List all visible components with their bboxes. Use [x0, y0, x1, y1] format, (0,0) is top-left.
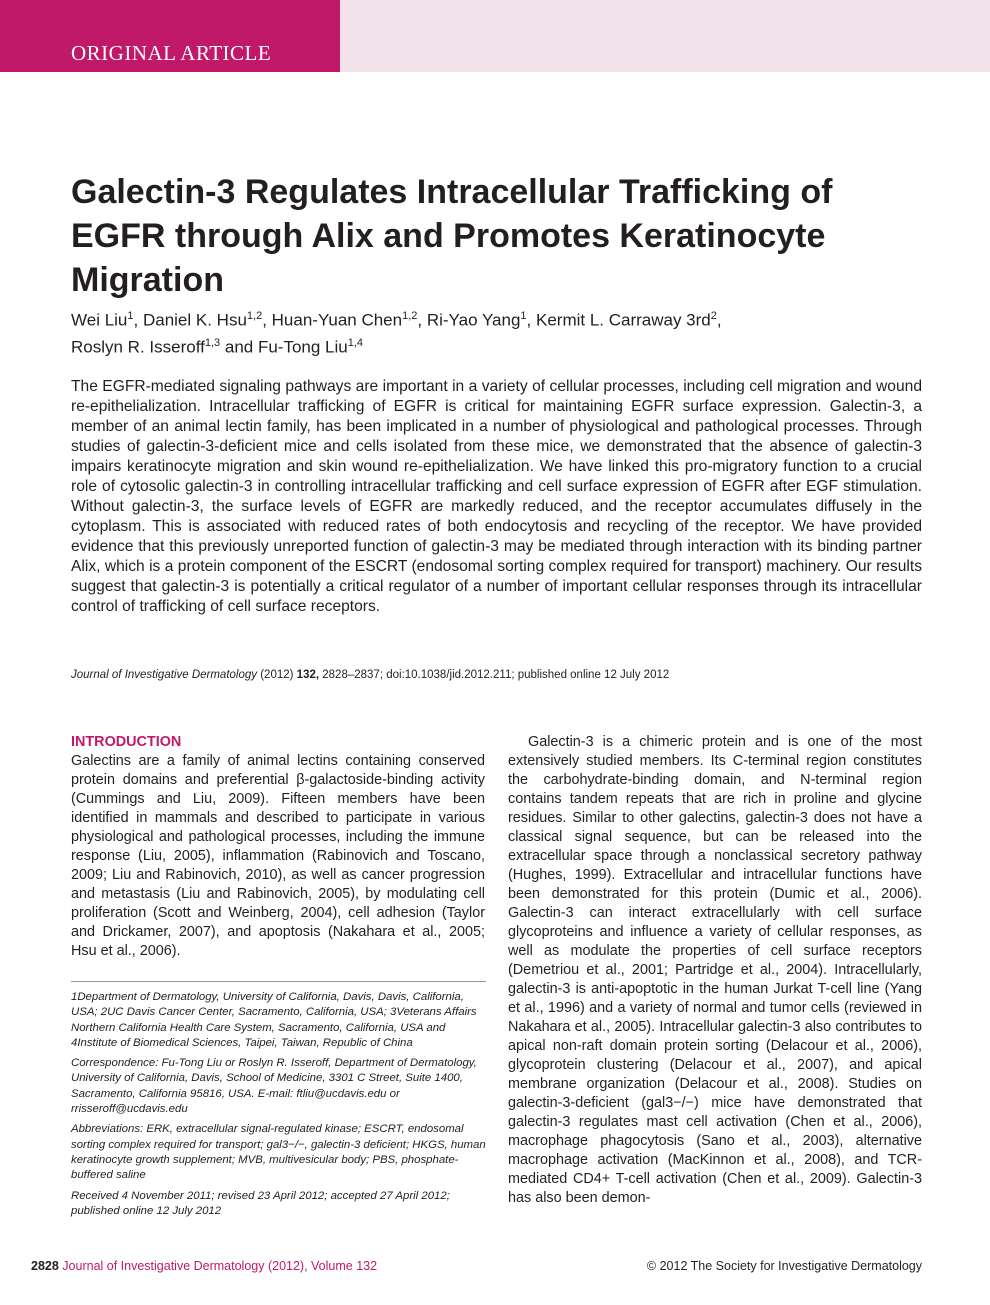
footer-journal: Journal of Investigative Dermatology (2012), Volume 132 [62, 1259, 378, 1273]
author-affiliation: 1 [520, 310, 527, 322]
page-footer [31, 1259, 922, 1273]
introduction-heading: INTRODUCTION [71, 734, 182, 750]
author-name: Kermit L. Carraway 3rd [535, 310, 711, 330]
footnotes [71, 990, 486, 1224]
article-title: Galectin-3 Regulates Intracellular Trafficking of EGFR through Alix and Promotes Keratinocyte Migration [71, 173, 833, 299]
author-list: Wei Liu$^1$, Daniel K. Hsu$^{1,2}$, Huan-Yuan Chen$^{1,2}$, Ri-Yao Yang$^1$, Kermit L. Carraway $3rd^2$, Roslyn R. Isseroff$^{1,3}$ and Fu-Tong Liu$^{1,4}$ [71, 310, 722, 357]
affiliations: 1Department of Dermatology, University of California, Davis, Davis, California, USA; 2UC Davis Cancer Center, Sacramento, California, USA; 3Veterans Affairs Northern California Health Care System, Sacramento, California, USA and 4Institute of Biomedical Sciences, Taipei, Taiwan, Republic of China [71, 991, 477, 1049]
author-affiliation: 1,2 [246, 310, 263, 322]
introduction-paragraph-2: Galectin-3 is a chimeric protein and is one of the most extensively studied members. Its C-terminal region constitutes the carbohydrate-binding domain, and N-terminal region contains tandem repeats that are rich in proline and glycine residues. Similar to other galectins, galectin-3 does not have a classical signal sequence, but can be released into the extracellular space through a nonclassical secretory pathway (Hughes, 1999). Extracellular and intracellular functions have been demonstrated for this protein (Dumic et al., 2006). Galectin-3 can interact extracellularly with cell surface glycoproteins and influence a variety of cellular responses, as well as modulate the properties of cell surface receptors (Demetriou et al., 2001; Partridge et al., 2004). Intracellularly, galectin-3 is anti-apoptotic in the human Jurkat T-cell line (Yang et al., 1996) and a variety of normal and tumor cells (reviewed in Nakahara et al., 2005). Intracellular galectin-3 also contributes to apical non-raft domain protein sorting (Delacour et al., 2006), glycoprotein clustering (Delacour et al., 2007), and apical membrane organization (Delacour et al., 2008). Studies on galectin-3-deficient (gal3−/−) mice have demonstrated that galectin-3 regulates mast cell activation (Chen et al., 2006), macrophage phagocytosis (Sano et al., 2003), alternative macrophage activation (MacKinnon et al., 2008), and TCR-mediated CD4+ T-cell activation (Chen et al., 2009). Galectin-3 has also been demon- [508, 734, 922, 1206]
author-name: Ri-Yao Yang [426, 310, 521, 330]
abstract: The EGFR-mediated signaling pathways are important in a variety of cellular processes, including cell migration and wound re-epithelialization. Intracellular trafficking of EGFR is critical for maintaining EGFR surface expression. Galectin-3, a member of an animal lectin family, has been implicated in a number of physiological and pathological processes. Through studies of galectin-3-deficient mice and cells isolated from these mice, we demonstrated that the absence of galectin-3 impairs keratinocyte migration and skin wound re-epithelialization. We have linked this pro-migratory function to a crucial role of cytosolic galectin-3 in controlling intracellular trafficking and cell surface expression of EGFR after EGF stimulation. Without galectin-3, the surface levels of EGFR are markedly reduced, and the receptor accumulates diffusely in the cytoplasm. This is associated with reduced rates of both endocytosis and recycling of the receptor. We have provided evidence that this previously unreported function of galectin-3 may be mediated through interaction with its binding partner Alix, which is a protein component of the ESCRT (endosomal sorting complex required for transport) machinery. Our results suggest that galectin-3 is potentially a critical regulator of a number of important cellular responses through its intracellular control of trafficking of cell surface receptors. [71, 378, 922, 615]
author-affiliation: 2 [710, 310, 717, 322]
citation-details: 2828–2837; doi:10.1038/jid.2012.211; published online 12 July 2012 [322, 669, 670, 681]
author-affiliation: 1,4 [347, 336, 364, 349]
abbreviations: Abbreviations: ERK, extracellular signal-regulated kinase; ESCRT, endosomal sorting complex required for transport; gal3−/−, galectin-3 deficient; HKGS, human keratinocyte growth supplement; MVB, multivesicular body; PBS, phosphate-buffered saline [71, 1123, 486, 1182]
introduction-paragraph-1: Galectins are a family of animal lectins containing conserved protein domains and preferential β-galactoside-binding activity (Cummings and Liu, 2009). Fifteen members have been identified in mammals and described to participate in various physiological and pathological processes, including the immune response (Liu, 2005), inflammation (Rabinovich and Toscano, 2009; Liu and Rabinovich, 2010), as well as cancer progression and metastasis (Liu and Rabinovich, 2005), by modulating cell proliferation (Scott and Weinberg, 2004), cell adhesion (Taylor and Drickamer, 2007), and apoptosis (Nakahara et al., 2005; Hsu et al., 2006). [71, 753, 485, 959]
correspondence: Correspondence: Fu-Tong Liu or Roslyn R. Isseroff, Department of Dermatology, University of California, Davis, School of Medicine, 3301 C Street, Suite 1400, Sacramento, California 95816, USA. E-mail: ftliu@ucdavis.edu or rrisseroff@ucdavis.edu [71, 1057, 477, 1116]
footnote-divider [71, 981, 486, 982]
left-column [71, 733, 485, 961]
citation-line [71, 667, 931, 683]
copyright: © 2012 The Society for Investigative Dermatology [646, 1259, 922, 1273]
right-column [508, 733, 922, 1208]
author-name: Roslyn R. Isseroff [71, 337, 205, 357]
citation-volume: 132, [296, 669, 320, 681]
citation-year: (2012) [260, 669, 294, 681]
received-dates: Received 4 November 2011; revised 23 April 2012; accepted 27 April 2012; published online 12 July 2012 [71, 1189, 450, 1217]
author-affiliation: 1,2 [402, 310, 418, 322]
author-name: Wei Liu [71, 310, 128, 330]
author-affiliation: 1 [127, 310, 134, 322]
author-name: Daniel K. Hsu [142, 310, 247, 330]
author-affiliation: 1,3 [204, 336, 221, 349]
article-type-label: ORIGINAL ARTICLE [71, 41, 272, 65]
author-name: Fu-Tong Liu [257, 337, 348, 357]
author-name: Huan-Yuan Chen [271, 310, 403, 330]
citation-journal: Journal of Investigative Dermatology [71, 669, 258, 681]
page-number: 2828 [31, 1259, 59, 1273]
